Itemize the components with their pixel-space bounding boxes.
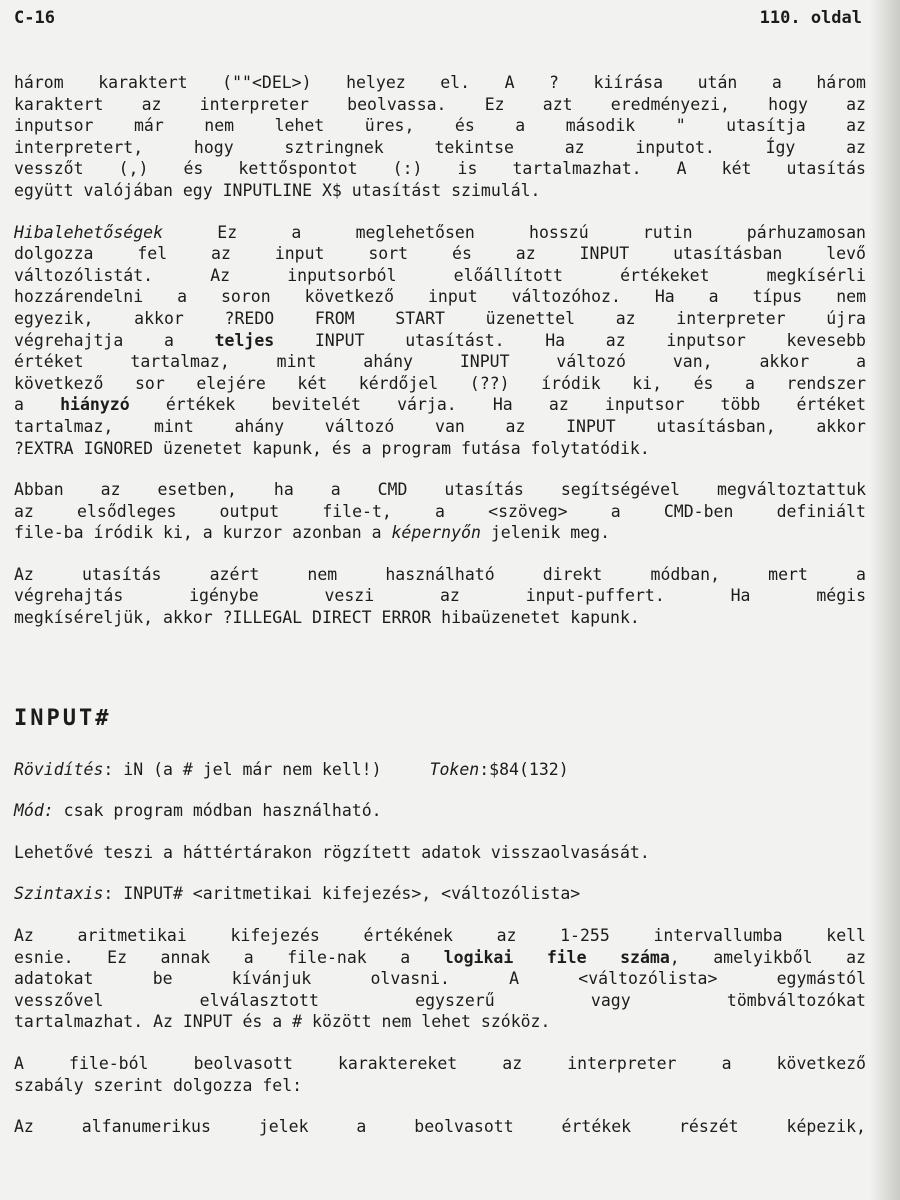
text-line: inputsor már nem lehet üres, és a második " utasítja az [14, 116, 866, 136]
paragraph-direct-mode [14, 564, 866, 629]
text-line: az elsődleges output file-t, a <szöveg> a CMD-ben definiált [14, 501, 866, 521]
text-line: ?EXTRA IGNORED üzenetet kapunk, és a program futása folytatódik. [14, 438, 650, 458]
paragraph-processing [14, 1053, 866, 1096]
text-line: dolgozza fel az input sort és az INPUT utasításban levő [14, 244, 866, 264]
text-line: változólistát. Az inputsorból előállított értékeket megkísérli [14, 265, 866, 285]
text-line: szabály szerint dolgozza fel: [14, 1075, 303, 1095]
bold-term: logikai file száma [443, 947, 670, 967]
text-line: Az aritmetikai kifejezés értékének az 1-255 intervallumba kell [14, 926, 866, 946]
text-span: Ez a meglehetősen hosszú rutin párhuzamosan [163, 222, 866, 242]
error-label: Hibalehetőségek [14, 222, 164, 242]
text-line [14, 394, 866, 416]
mode-label: Mód: [14, 801, 54, 821]
section-heading: INPUT# [14, 705, 112, 731]
syntax-value: : INPUT# <aritmetikai kifejezés>, <változólista> [103, 884, 581, 904]
abbreviation-line [14, 759, 866, 781]
syntax-label: Szintaxis [14, 884, 104, 904]
paragraph-error-possibilities [14, 222, 866, 460]
text-span: file-ba íródik ki, a kurzor azonban a [14, 523, 392, 543]
text-line: vesszővel elválasztott egyszerű vagy tömbváltozókat [14, 990, 866, 1010]
mode-line [14, 800, 866, 822]
paragraph-arithmetic [14, 925, 866, 1033]
text-line: Az alfanumerikus jelek a beolvasott értékek részét képezik, [14, 1117, 866, 1137]
abbrev-label: Rövidítés [14, 759, 104, 779]
text-line: adatokat be kívánjuk olvasni. A <változólista> egymástól [14, 969, 866, 989]
bold-term: teljes [214, 330, 275, 350]
text-span: , amelyikből az [669, 947, 866, 967]
text-line: értéket tartalmaz, mint ahány INPUT változó van, akkor a [14, 352, 866, 372]
page-body [14, 72, 866, 1138]
text-span: a [14, 395, 61, 415]
text-line: egyezik, akkor ?REDO FROM START üzenettel az interpreter újra [14, 308, 866, 328]
italic-term: képernyőn [391, 523, 481, 543]
text-line: Az utasítás azért nem használható direkt módban, mert a [14, 564, 866, 584]
text-line [14, 522, 866, 544]
abbrev-value: : iN (a # jel már nem kell!) [103, 759, 382, 779]
page-number: 110. oldal [759, 8, 862, 28]
text-line: tartalmaz, mint ahány változó van az INPUT utasításban, akkor [14, 416, 866, 436]
text-span: értékek bevitelét várja. Ha az inputsor több értéket [129, 395, 866, 415]
purpose-line: Lehetővé teszi a háttértárakon rögzített adatok visszaolvasását. [14, 842, 650, 862]
text-span: esnie. Ez annak a file-nak a [14, 947, 444, 967]
text-line: együtt valójában egy INPUTLINE X$ utasítást szimulál. [14, 180, 541, 200]
paragraph-input-continuation [14, 72, 866, 202]
text-line: következő sor elejére két kérdőjel (??) íródik ki, és a rendszer [14, 373, 866, 393]
text-span: jelenik meg. [480, 523, 611, 543]
token-info [430, 759, 569, 781]
text-line [14, 330, 866, 352]
page-edge-shadow [870, 0, 900, 1200]
text-line: vesszőt (,) és kettőspontot (:) is tartalmazhat. A két utasítás [14, 159, 866, 179]
token-value: :$84(132) [479, 759, 569, 779]
token-label: Token [429, 759, 480, 779]
text-span: INPUT utasítást. Ha az inputsor kevesebb [274, 330, 866, 350]
text-line: A file-ból beolvasott karaktereket az interpreter a következő [14, 1054, 866, 1073]
text-line: tartalmazhat. Az INPUT és a # között nem lehet szóköz. [14, 1012, 551, 1032]
text-line: három karaktert (""<DEL>) helyez el. A ? kiírása után a három [14, 73, 866, 92]
text-line [14, 947, 866, 969]
text-line: hozzárendelni a soron következő input változóhoz. Ha a típus nem [14, 287, 866, 307]
text-line: interpretert, hogy sztringnek tekintse az inputot. Így az [14, 137, 866, 157]
page-header [14, 8, 862, 32]
paragraph-cmd [14, 479, 866, 544]
text-span: végrehajtja a [14, 330, 215, 350]
text-line [14, 222, 866, 244]
mode-value: csak program módban használható. [53, 801, 382, 821]
text-line: karaktert az interpreter beolvassa. Ez azt eredményezi, hogy az [14, 94, 866, 114]
bold-term: hiányzó [60, 395, 130, 415]
text-line: végrehajtás igénybe veszi az input-puffert. Ha mégis [14, 586, 866, 606]
syntax-line [14, 883, 866, 905]
section-code: C-16 [14, 8, 55, 28]
text-line: megkíséreljük, akkor ?ILLEGAL DIRECT ERROR hibaüzenetet kapunk. [14, 608, 640, 628]
text-line: Abban az esetben, ha a CMD utasítás segítségével megváltoztattuk [14, 480, 866, 500]
